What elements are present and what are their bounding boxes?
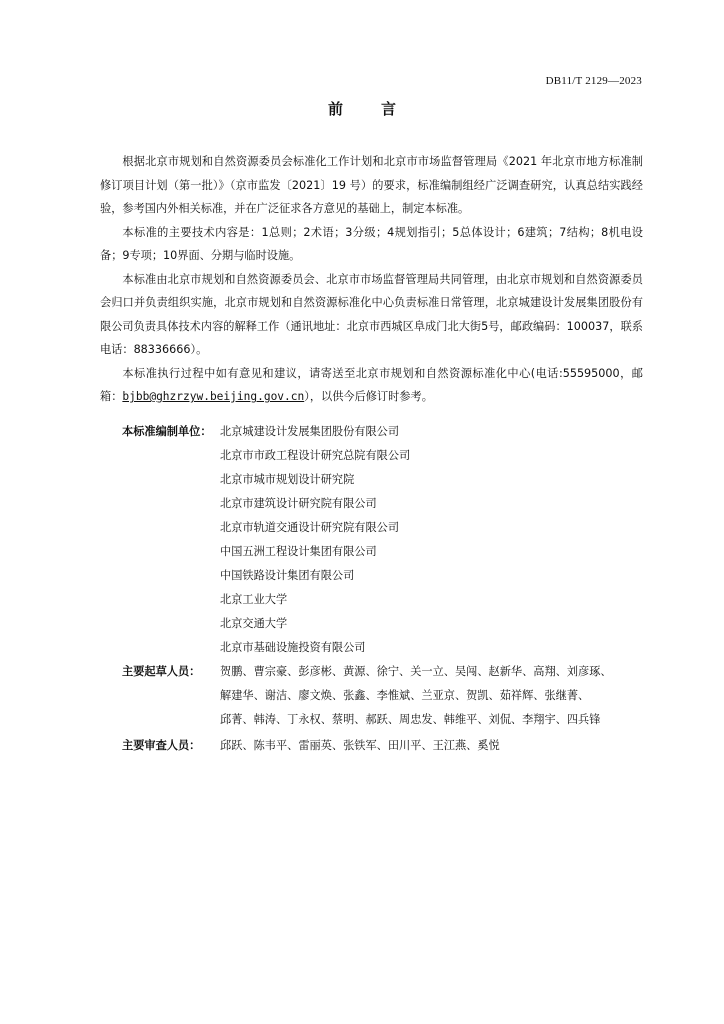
paragraph-management: 本标准由北京市规划和自然资源委员会、北京市市场监督管理局共同管理，由北京市规划和自然资源委员会归口并负责组织实施，北京市规划和自然资源标准化中心负责标准日常管理，北京城建设计发展集团股份有限公司负责具体技术内容的解释工作（通讯地址：北京市西城区阜成门北大街5号，邮政编码：100037，联系电话：88336666）。	[100, 272, 643, 356]
reviewers-line: 邱跃、陈韦平、雷丽英、张铁军、田川平、王江燕、奚悦	[220, 739, 500, 752]
drafters-label: 主要起草人员：	[122, 665, 201, 678]
unit-item: 北京市基础设施投资有限公司	[220, 641, 366, 654]
drafters-line: 解建华、谢洁、廖文焕、张鑫、李惟斌、兰亚京、贺凯、茹祥辉、张继菁、	[220, 689, 590, 702]
paragraph-feedback	[100, 362, 643, 409]
unit-item: 北京市市政工程设计研究总院有限公司	[220, 449, 411, 462]
reviewers-label: 主要审查人员：	[122, 739, 201, 752]
compiling-units	[122, 420, 662, 660]
drafters-line: 邱菁、韩涛、丁永权、蔡明、郝跃、周忠发、韩维平、刘侃、李翔宇、四兵锋	[220, 713, 601, 726]
unit-item: 北京工业大学	[220, 593, 288, 606]
paragraph-basis: 根据北京市规划和自然资源委员会标准化工作计划和北京市市场监督管理局《2021 年北京市地方标准制修订项目计划（第一批）》（京市监发〔2021〕19 号）的要求，标准编制组经广泛调查研究，认真总结实践经验，参考国内外相关标准，并在广泛征求各方意见的基础上，制定本标准。	[100, 155, 643, 215]
unit-item: 中国五洲工程设计集团有限公司	[220, 545, 377, 558]
compiling-units-label: 本标准编制单位：	[122, 425, 212, 438]
unit-item: 北京市建筑设计研究院有限公司	[220, 497, 377, 510]
drafters-section	[122, 660, 662, 732]
unit-row	[122, 420, 662, 444]
preface-body	[100, 150, 643, 409]
drafters-line: 贺鹏、曹宗豪、彭彦彬、黄源、徐宁、关一立、吴闯、赵新华、高翔、刘彦琢、	[220, 665, 612, 678]
unit-item: 北京市城市规划设计研究院	[220, 473, 355, 486]
unit-item: 北京市轨道交通设计研究院有限公司	[220, 521, 400, 534]
document-header-id: DB11/T 2129—2023	[545, 75, 642, 87]
page-title: 前言	[327, 100, 434, 118]
unit-item: 中国铁路设计集团有限公司	[220, 569, 355, 582]
feedback-email-link[interactable]: bjbb@ghzrzyw.beijing.gov.cn	[122, 390, 305, 403]
unit-item: 北京交通大学	[220, 617, 288, 630]
feedback-text-before: 本标准执行过程中如有意见和建议，请寄送至北京市规划和自然资源标准化中心(电话:55595000，邮箱：	[100, 366, 643, 403]
paragraph-contents: 本标准的主要技术内容是：1总则；2术语；3分级；4规划指引；5总体设计；6建筑；7结构；8机电设备；9专项；10界面、分期与临时设施。	[100, 225, 643, 262]
unit-item: 北京城建设计发展集团股份有限公司	[220, 425, 400, 438]
reviewers-section	[122, 734, 662, 758]
feedback-text-after: ），以供今后修订时参考。	[304, 390, 433, 403]
